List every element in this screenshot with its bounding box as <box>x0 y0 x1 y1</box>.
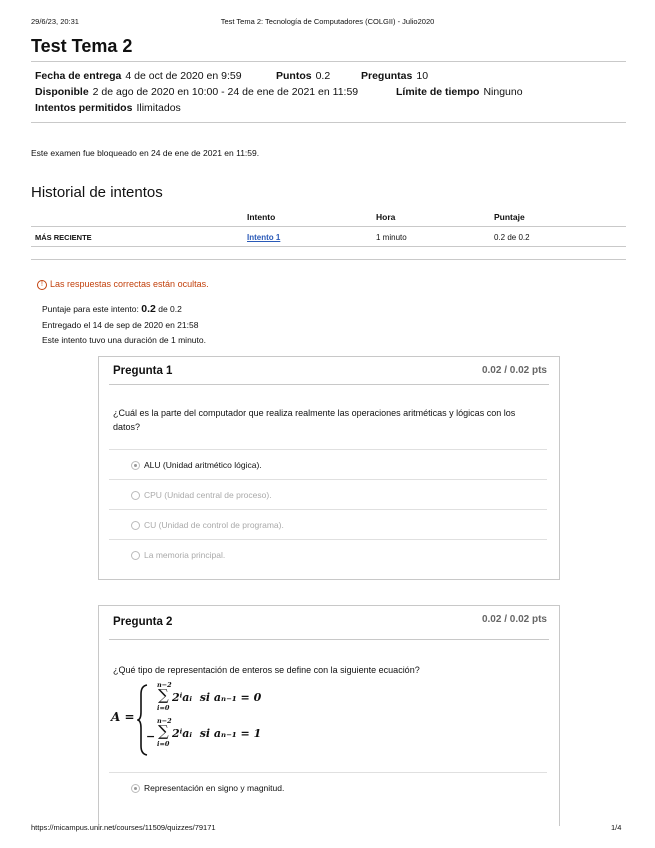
due-value: 4 de oct de 2020 en 9:59 <box>125 70 242 82</box>
locked-message: Este examen fue bloqueado en 24 de ene de 2021 en 11:59. <box>31 148 260 158</box>
equation-line-1: 2ⁱaᵢ si aₙ₋₁ = 0 <box>172 691 262 704</box>
points-info <box>276 70 334 82</box>
divider <box>31 246 626 247</box>
divider <box>31 61 626 62</box>
print-title: Test Tema 2: Tecnología de Computadores (COLGII) - Julio2020 <box>220 17 435 26</box>
answer-option[interactable] <box>109 480 547 510</box>
sum-icon: ∑ <box>158 722 169 740</box>
history-row-score: 0.2 de 0.2 <box>494 233 530 242</box>
answer-label: ALU (Unidad aritmético lógica). <box>144 460 262 470</box>
questions-value: 10 <box>416 70 429 82</box>
radio-icon[interactable] <box>131 551 140 560</box>
attempt-score <box>42 303 182 315</box>
page-title: Test Tema 2 <box>31 36 133 56</box>
divider <box>31 259 626 260</box>
submitted-info: Entregado el 14 de sep de 2020 en 21:58 <box>42 320 199 330</box>
duration-info: Este intento tuvo una duración de 1 minuto. <box>42 335 206 345</box>
time-limit-info <box>396 86 527 98</box>
attempts-value: Ilimitados <box>136 102 181 114</box>
answer-label: CU (Unidad de control de programa). <box>144 520 284 530</box>
answer-label: La memoria principal. <box>144 550 226 560</box>
print-datetime: 29/6/23, 20:31 <box>31 17 79 26</box>
hidden-answers-notice <box>37 279 209 290</box>
history-row-time: 1 minuto <box>376 233 407 242</box>
history-row-label: MÁS RECIENTE <box>35 233 92 242</box>
answer-option[interactable] <box>109 450 547 480</box>
divider <box>31 122 626 123</box>
question-title: Pregunta 2 <box>113 616 173 628</box>
history-col-attempt: Intento <box>247 212 276 222</box>
available-info <box>35 86 362 98</box>
answer-label: Representación en signo y magnitud. <box>144 783 285 793</box>
attempts-label: Intentos permitidos <box>35 102 133 114</box>
sum-lower-limit: i=0 <box>157 740 170 748</box>
equation-line-2: 2ⁱaᵢ si aₙ₋₁ = 1 <box>172 727 262 740</box>
available-value: 2 de ago de 2020 en 10:00 - 24 de ene de 2021 en 11:59 <box>92 86 359 98</box>
divider <box>31 226 626 227</box>
sum-upper-limit: n−2 <box>157 681 172 689</box>
score-prefix: Puntaje para este intento: <box>42 304 139 314</box>
equation-lhs: A = <box>111 710 135 724</box>
answer-option[interactable] <box>109 540 547 569</box>
left-brace-icon <box>137 684 149 756</box>
minus-sign: − <box>146 730 156 743</box>
radio-selected-icon[interactable] <box>131 784 140 793</box>
attempt-link[interactable]: Intento 1 <box>247 233 281 242</box>
history-heading: Historial de intentos <box>31 184 163 201</box>
question-title: Pregunta 1 <box>113 365 173 377</box>
sum-lower-limit: i=0 <box>157 704 170 712</box>
time-limit-label: Límite de tiempo <box>396 86 480 98</box>
hidden-notice-text: Las respuestas correctas están ocultas. <box>50 279 209 289</box>
time-limit-value: Ninguno <box>483 86 523 98</box>
radio-icon[interactable] <box>131 521 140 530</box>
sum-icon: ∑ <box>158 686 169 704</box>
info-icon: ! <box>37 280 47 290</box>
attempts-info <box>35 102 185 114</box>
score-value: 0.2 <box>141 303 156 315</box>
question-text: ¿Qué tipo de representación de enteros se define con la siguiente ecuación? <box>113 665 420 675</box>
questions-label: Preguntas <box>361 70 413 82</box>
due-label: Fecha de entrega <box>35 70 122 82</box>
history-col-time: Hora <box>376 212 396 222</box>
print-url: https://micampus.unir.net/courses/11509/quizzes/79171 <box>31 823 216 832</box>
question-card-1 <box>98 356 560 580</box>
history-col-score: Puntaje <box>494 212 525 222</box>
question-header <box>109 606 549 640</box>
quiz-meta-row-1 <box>35 70 246 82</box>
points-label: Puntos <box>276 70 312 82</box>
answer-label: CPU (Unidad central de proceso). <box>144 490 272 500</box>
sum-upper-limit: n−2 <box>157 717 172 725</box>
question-points: 0.02 / 0.02 pts <box>481 614 547 625</box>
question-header <box>109 357 549 385</box>
question-card-2 <box>98 605 560 826</box>
points-value: 0.2 <box>315 70 331 82</box>
question-text: ¿Cuál es la parte del computador que realiza realmente las operaciones aritméticas y lógicas con los datos? <box>113 408 516 432</box>
equation <box>111 680 311 760</box>
answer-option[interactable] <box>109 510 547 540</box>
question-points: 0.02 / 0.02 pts <box>481 365 547 376</box>
answer-option[interactable] <box>109 773 547 802</box>
radio-icon[interactable] <box>131 491 140 500</box>
questions-info <box>361 70 432 82</box>
radio-selected-icon[interactable] <box>131 461 140 470</box>
print-page-number: 1/4 <box>611 823 622 832</box>
available-label: Disponible <box>35 86 89 98</box>
score-suffix: de 0.2 <box>158 304 182 314</box>
